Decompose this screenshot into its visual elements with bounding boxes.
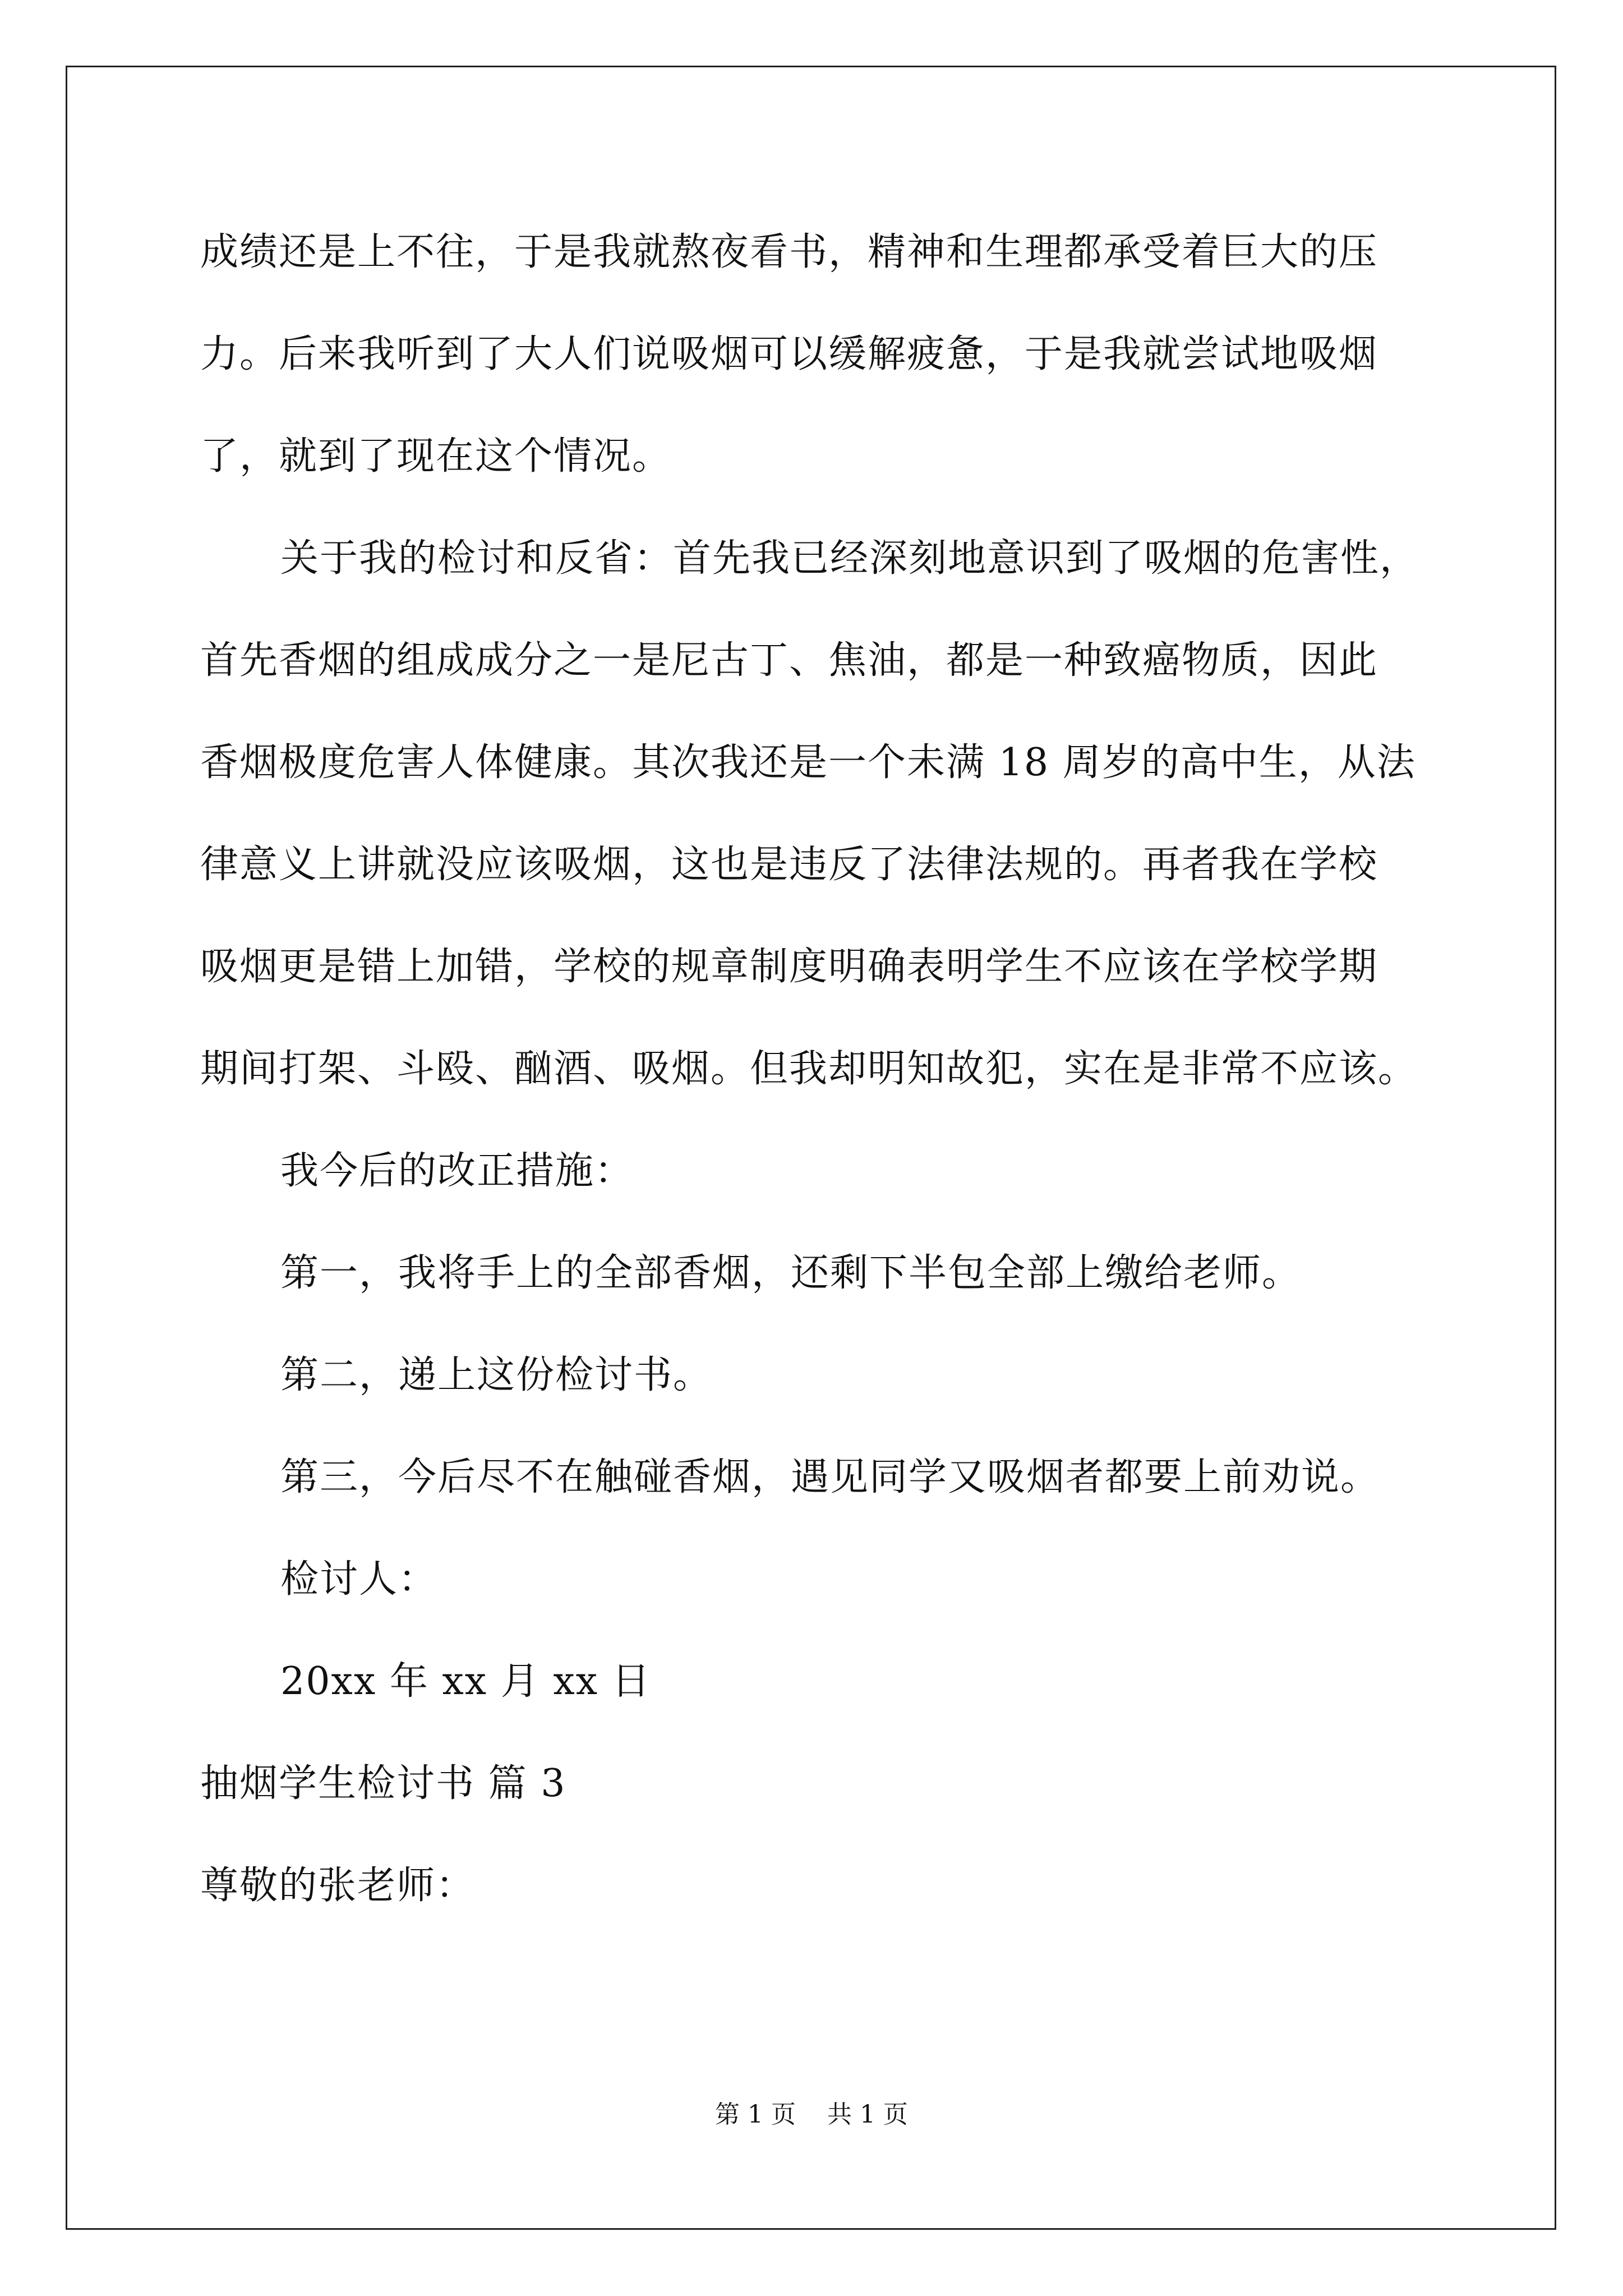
reflection-paragraph-line-1: 关于我的检讨和反省：首先我已经深刻地意识到了吸烟的危害性，: [280, 536, 1419, 581]
page-footer: 第 1 页 共 1 页: [715, 2100, 908, 2129]
salutation: 尊敬的张老师：: [200, 1864, 476, 1908]
measure-item-1: 第一，我将手上的全部香烟，还剩下半包全部上缴给老师。: [280, 1251, 1302, 1295]
reflection-paragraph-line-3: 香烟极度危害人体健康。其次我还是一个未满 18 周岁的高中生，从法: [200, 740, 1416, 785]
signature-label: 检讨人：: [280, 1557, 438, 1602]
measure-item-2: 第二，递上这份检讨书。: [280, 1353, 713, 1397]
date-line: 20xx 年 xx 月 xx 日: [280, 1659, 651, 1704]
section-title: 抽烟学生检讨书 篇 3: [200, 1761, 566, 1806]
body-line-3: 了，就到了现在这个情况。: [200, 434, 672, 478]
reflection-paragraph-line-5: 吸烟更是错上加错，学校的规章制度明确表明学生不应该在学校学期: [200, 945, 1378, 989]
reflection-paragraph-line-2: 首先香烟的组成成分之一是尼古丁、焦油，都是一种致癌物质，因此: [200, 638, 1378, 683]
body-line-2: 力。后来我听到了大人们说吸烟可以缓解疲惫，于是我就尝试地吸烟: [200, 332, 1378, 376]
reflection-paragraph-line-4: 律意义上讲就没应该吸烟，这也是违反了法律法规的。再者我在学校: [200, 843, 1378, 887]
measure-item-3: 第三，今后尽不在触碰香烟，遇见同学又吸烟者都要上前劝说。: [280, 1455, 1380, 1499]
measures-heading: 我今后的改正措施：: [280, 1149, 634, 1193]
body-line-1: 成绩还是上不往，于是我就熬夜看书，精神和生理都承受着巨大的压: [200, 230, 1378, 274]
reflection-paragraph-line-6: 期间打架、斗殴、酗酒、吸烟。但我却明知故犯，实在是非常不应该。: [200, 1047, 1418, 1091]
